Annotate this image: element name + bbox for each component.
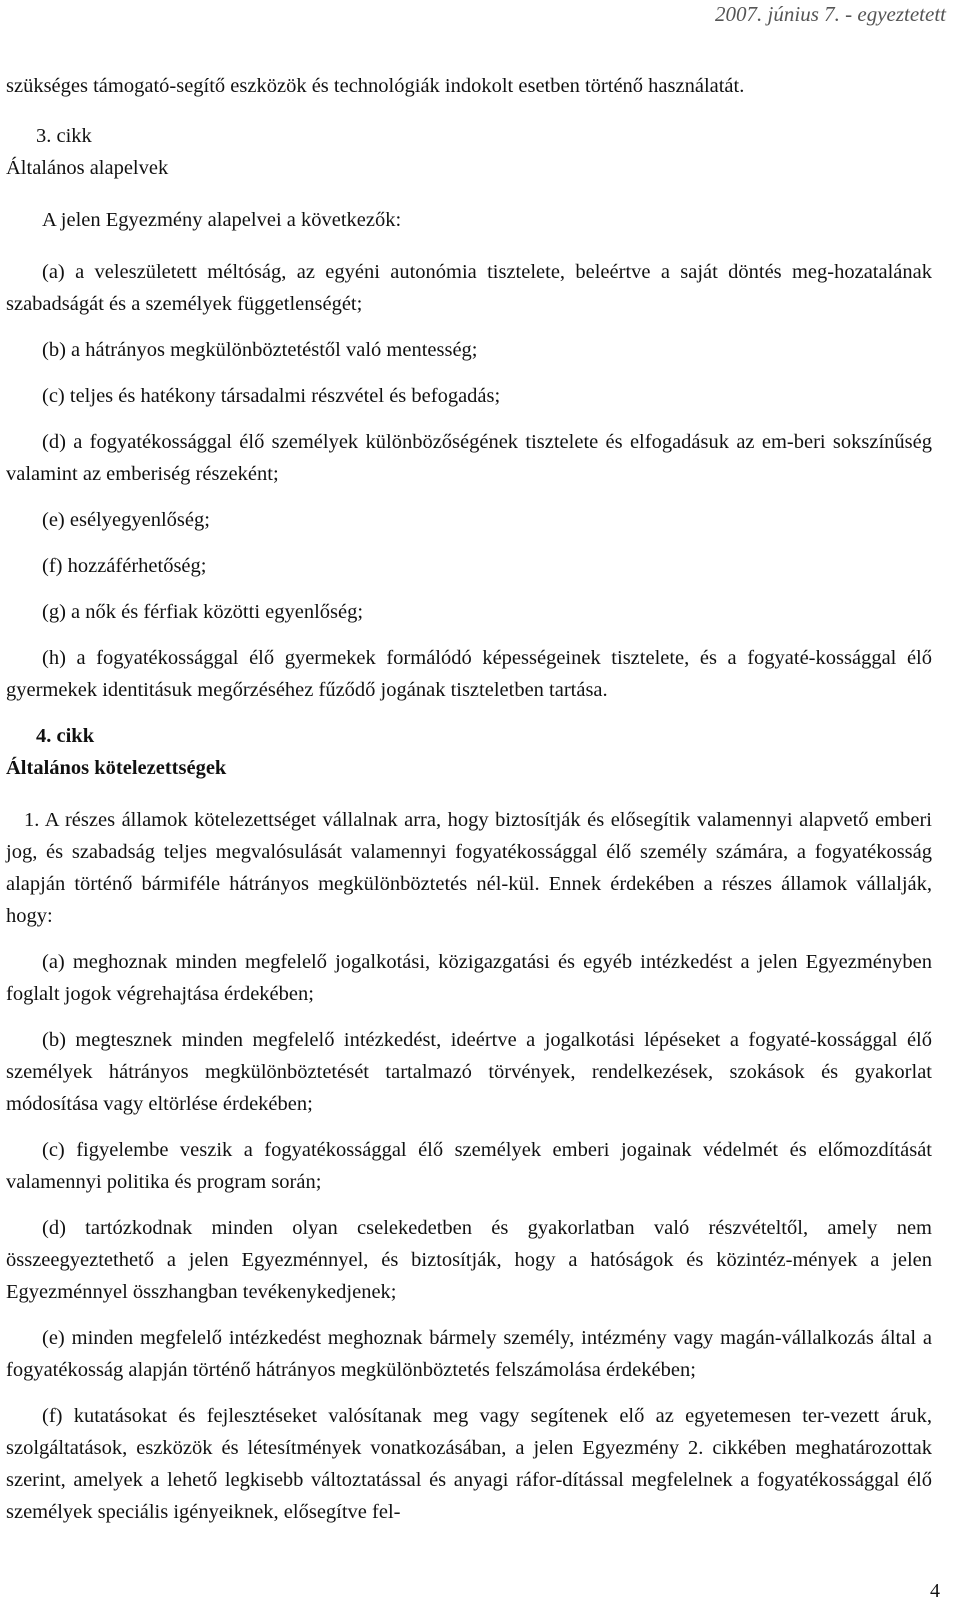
- article-3-number: 3. cikk: [36, 125, 92, 147]
- article-4-number: 4. cikk: [36, 725, 95, 747]
- article-3-item-c: (c) teljes és hatékony társadalmi részvétel és befogadás;: [42, 385, 501, 407]
- intro-line: szükséges támogató-segítő eszközök és technológiák indokolt esetben történő használatát.: [6, 75, 745, 97]
- article-4-item-f: (f) kutatásokat és fejlesztéseket valósítanak meg vagy segítenek elő az egyetemesen ter-vezett áruk, szolgáltatások, eszközök és létesítmények vonatkozásában, a jelen Egyezmény 2. cikkében meghatározottak szerint, amelyek a lehető legkisebb változtatással és anyagi ráfor-dítással megfelelnek a fogyatékossággal élő személyek speciális igényeiknek, elősegítve fel-: [6, 1405, 932, 1523]
- article-3-item-a: (a) a veleszületett méltóság, az egyéni autonómia tisztelete, beleértve a saját döntés meg-hozatalának szabadságát és a személyek függetlenségét;: [6, 261, 932, 315]
- article-3-title: Általános alapelvek: [6, 157, 169, 179]
- article-4-item-b: (b) megtesznek minden megfelelő intézkedést, ideértve a jogalkotási lépéseket a fogyaté-kossággal élő személyek hátrányos megkülönböztetését tartalmazó törvények, rendelkezések, szokások és gyakorlat módosítása vagy eltörlése érdekében;: [6, 1029, 932, 1115]
- article-3-item-d: (d) a fogyatékossággal élő személyek különbözőségének tisztelete és elfogadásuk az em-beri sokszínűség valamint az emberiség részeként;: [6, 431, 932, 485]
- page-number: 4: [930, 1580, 940, 1602]
- article-3-lead: A jelen Egyezmény alapelvei a következők:: [42, 209, 402, 231]
- article-3-item-e: (e) esélyegyenlőség;: [42, 509, 210, 531]
- header-note: 2007. június 7. - egyeztetett: [715, 2, 946, 26]
- article-4-paragraph-1: 1. A részes államok kötelezettséget vállalnak arra, hogy biztosítják és elősegítik valamennyi alapvető emberi jog, és szabadság teljes megvalósulását valamennyi fogyatékossággal élő személy számára, a fogyatékosság alapján történő bármiféle hátrányos megkülönböztetés nél-kül. Ennek érdekében a részes államok vállalják, hogy:: [6, 809, 932, 927]
- document-body: [6, 70, 932, 1528]
- article-4-heading: [6, 720, 932, 784]
- article-4-title: Általános kötelezettségek: [6, 757, 227, 779]
- article-4-item-e: (e) minden megfelelő intézkedést meghoznak bármely személy, intézmény vagy magán-vállalkozás által a fogyatékosság alapján történő hátrányos megkülönböztetés felszámolása érdekében;: [6, 1327, 932, 1381]
- article-3-item-b: (b) a hátrányos megkülönböztetéstől való mentesség;: [42, 339, 478, 361]
- article-3-item-h: (h) a fogyatékossággal élő gyermekek formálódó képességeinek tisztelete, és a fogyaté-kossággal élő gyermekek identitásuk megőrzéséhez fűződő jogának tiszteletben tartása.: [6, 647, 932, 701]
- article-4-item-d: (d) tartózkodnak minden olyan cselekedetben és gyakorlatban való részvételtől, amely nem összeegyeztethető a jelen Egyezménnyel, és biztosítják, hogy a hatóságok és közintéz-mények a jelen Egyezménnyel összhangban tevékenykedjenek;: [6, 1217, 932, 1303]
- article-3-item-g: (g) a nők és férfiak közötti egyenlőség;: [42, 601, 364, 623]
- article-3-item-f: (f) hozzáférhetőség;: [42, 555, 207, 577]
- article-4-item-c: (c) figyelembe veszik a fogyatékossággal élő személyek emberi jogainak védelmét és előmozdítását valamennyi politika és program során;: [6, 1139, 932, 1193]
- article-3-heading: [6, 120, 932, 184]
- article-4-item-a: (a) meghoznak minden megfelelő jogalkotási, közigazgatási és egyéb intézkedést a jelen Egyezményben foglalt jogok végrehajtása érdekében;: [6, 951, 932, 1005]
